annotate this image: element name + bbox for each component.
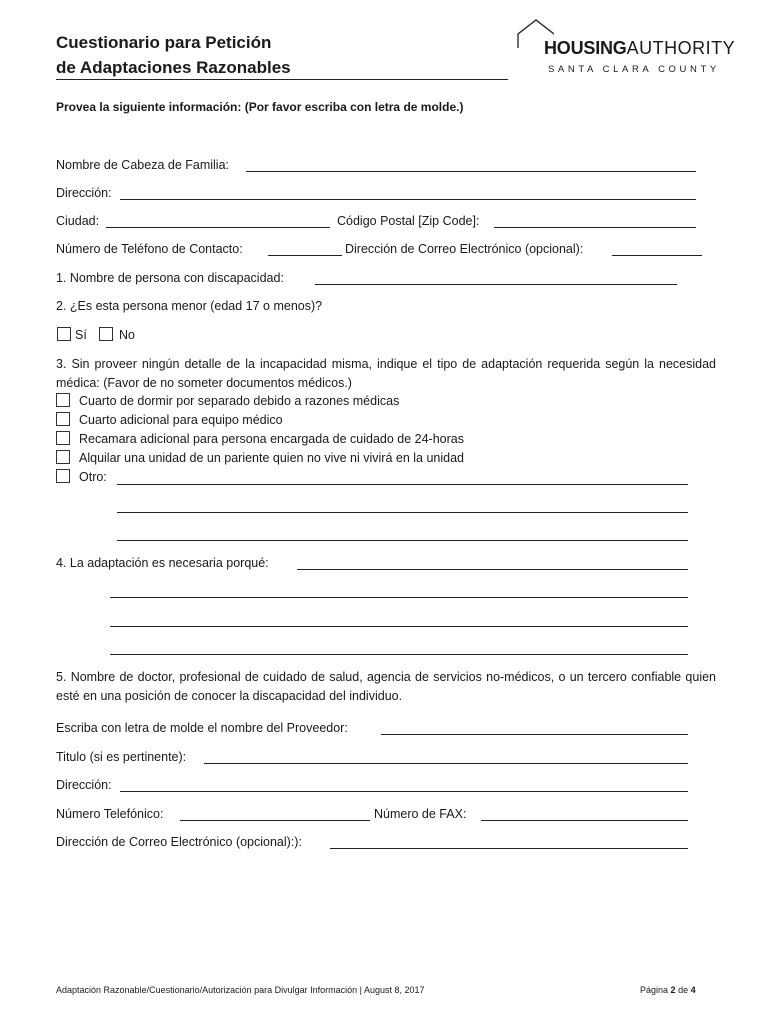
q3-option-4-label: Alquilar una unidad de un pariente quien no vive ni vivirá en la unidad: [79, 451, 464, 465]
q3-text: 3. Sin proveer ningún detalle de la incapacidad misma, indique el tipo de adaptación requerida según la necesidad médica: (Favor de no someter documentos médicos.): [56, 357, 716, 390]
email-label: Dirección de Correo Electrónico (opcional):: [345, 242, 584, 256]
zip-label: Código Postal [Zip Code]:: [337, 214, 480, 228]
q2-yes-checkbox[interactable]: [57, 327, 71, 341]
provider-name-label: Escriba con letra de molde el nombre del Proveedor:: [56, 721, 348, 735]
provider-address-label: Dirección:: [56, 778, 112, 792]
phone-label: Número de Teléfono de Contacto:: [56, 242, 243, 256]
logo-bold-text: HOUSING: [544, 38, 627, 58]
logo-thin-text: AUTHORITY: [626, 38, 736, 58]
footer-page-number: [640, 985, 696, 995]
page-total: 4: [690, 985, 696, 995]
title-divider: [56, 79, 508, 80]
page-title: [56, 30, 291, 80]
title-line-1: Cuestionario para Petición: [56, 33, 272, 52]
q3-option-2-checkbox[interactable]: [56, 412, 70, 426]
logo-wordmark: [544, 38, 735, 59]
q3-option-3-checkbox[interactable]: [56, 431, 70, 445]
page-current: 2: [670, 985, 676, 995]
logo-subtitle: SANTA CLARA COUNTY: [548, 64, 720, 75]
q4-label: 4. La adaptación es necesaria porqué:: [56, 556, 269, 570]
city-field[interactable]: [106, 227, 330, 228]
q2-label: 2. ¿Es esta persona menor (edad 17 o menos)?: [56, 299, 323, 313]
q3-option-1-label: Cuarto de dormir por separado debido a razones médicas: [79, 394, 400, 408]
q3-option-2-label: Cuarto adicional para equipo médico: [79, 413, 283, 427]
provider-name-field[interactable]: [381, 734, 688, 735]
title-line-2: de Adaptaciones Razonables: [56, 58, 291, 77]
footer-document-info: Adaptación Razonable/Cuestionario/Autorización para Divulgar Información | August 8, 2017: [56, 985, 425, 995]
provider-email-field[interactable]: [330, 848, 688, 849]
city-label: Ciudad:: [56, 214, 100, 228]
provider-phone-label: Número Telefónico:: [56, 807, 164, 821]
zip-field[interactable]: [494, 227, 696, 228]
instructions: Provea la siguiente información: (Por favor escriba con letra de molde.): [56, 100, 464, 114]
housing-authority-logo: [514, 18, 738, 80]
q3-other-field-line-2[interactable]: [117, 512, 688, 513]
provider-title-field[interactable]: [204, 763, 688, 764]
email-field[interactable]: [612, 255, 702, 256]
q3-option-4-checkbox[interactable]: [56, 450, 70, 464]
provider-address-field[interactable]: [120, 791, 688, 792]
q4-field[interactable]: [297, 569, 688, 570]
provider-email-label: Dirección de Correo Electrónico (opcional):):: [56, 835, 302, 849]
page-of: de: [678, 985, 689, 995]
address-field[interactable]: [120, 199, 696, 200]
q3-option-5-label: Otro:: [79, 470, 107, 484]
phone-field[interactable]: [268, 255, 342, 256]
q3-other-field[interactable]: [117, 484, 688, 485]
provider-fax-field[interactable]: [481, 820, 688, 821]
head-of-household-field[interactable]: [246, 171, 696, 172]
provider-title-label: Titulo (si es pertinente):: [56, 750, 187, 764]
q3-option-1-checkbox[interactable]: [56, 393, 70, 407]
provider-fax-label: Número de FAX:: [374, 807, 467, 821]
q1-label: 1. Nombre de persona con discapacidad:: [56, 271, 284, 285]
q4-field-line-3[interactable]: [110, 626, 688, 627]
page-prefix: Página: [640, 985, 669, 995]
q2-no-label: No: [119, 328, 135, 342]
q5-text: 5. Nombre de doctor, profesional de cuidado de salud, agencia de servicios no-médicos, o un tercero confiable quien esté en una posición de conocer la discapacidad del individuo.: [56, 670, 716, 703]
q3-option-5-checkbox[interactable]: [56, 469, 70, 483]
q4-field-line-4[interactable]: [110, 654, 688, 655]
provider-phone-field[interactable]: [180, 820, 370, 821]
q3-option-3-label: Recamara adicional para persona encargada de cuidado de 24-horas: [79, 432, 464, 446]
q3-other-field-line-3[interactable]: [117, 540, 688, 541]
address-label: Dirección:: [56, 186, 112, 200]
q1-field[interactable]: [315, 284, 677, 285]
q2-no-checkbox[interactable]: [99, 327, 113, 341]
head-of-household-label: Nombre de Cabeza de Familia:: [56, 158, 229, 172]
q4-field-line-2[interactable]: [110, 597, 688, 598]
q2-yes-label: Sí: [75, 328, 87, 342]
